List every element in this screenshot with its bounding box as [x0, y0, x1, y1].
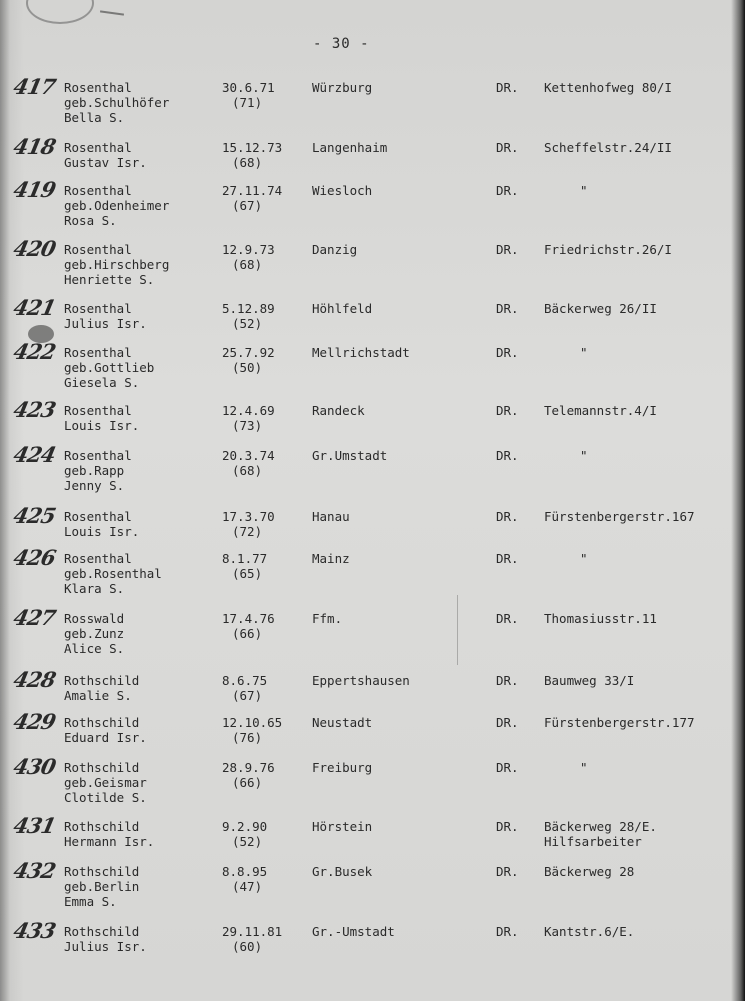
name-line: Rosswald [64, 611, 125, 626]
status-code: DR. [496, 864, 519, 879]
age-text: (50) [232, 360, 263, 375]
address-line: Kantstr.6/E. [544, 924, 635, 939]
birth-place: Freiburg [312, 760, 373, 775]
list-item [0, 442, 745, 498]
name-line: Louis Isr. [64, 418, 140, 433]
birth-place: Gr.Umstadt [312, 448, 388, 463]
address-line: Thomasiusstr.11 [544, 611, 657, 626]
person-name [64, 673, 214, 703]
list-item [0, 236, 745, 292]
person-name [64, 448, 214, 493]
birth-place: Mainz [312, 551, 350, 566]
status-code: DR. [496, 345, 519, 360]
date-text: 8.1.77 [222, 551, 268, 566]
date-text: 29.11.81 [222, 924, 283, 939]
address [544, 448, 734, 463]
name-line: Rosenthal [64, 509, 132, 524]
name-line: Rosenthal [64, 448, 132, 463]
age-text: (68) [232, 155, 263, 170]
name-line: Rothschild [64, 673, 140, 688]
list-item [0, 339, 745, 395]
age-text: (68) [232, 463, 263, 478]
address [544, 551, 734, 566]
entry-number: 427 [11, 605, 58, 630]
birth-date [222, 140, 307, 170]
address-line: Friedrichstr.26/I [544, 242, 672, 257]
entry-number: 432 [11, 858, 58, 883]
address [544, 140, 734, 155]
address-line: Fürstenbergerstr.177 [544, 715, 695, 730]
address [544, 183, 734, 198]
address [544, 673, 734, 688]
list-item [0, 605, 745, 661]
status-code: DR. [496, 715, 519, 730]
list-item [0, 813, 745, 869]
address [544, 819, 734, 849]
name-line: Rosenthal [64, 140, 132, 155]
scan-edge-shadow [731, 0, 745, 1001]
status-code: DR. [496, 140, 519, 155]
date-text: 17.4.76 [222, 611, 275, 626]
name-line: Henriette S. [64, 272, 155, 287]
name-line: Rothschild [64, 819, 140, 834]
address-line: Bäckerweg 28/E. [544, 819, 657, 834]
address-line: Kettenhofweg 80/I [544, 80, 672, 95]
person-name [64, 864, 214, 909]
person-name [64, 819, 214, 849]
birth-place: Danzig [312, 242, 358, 257]
address [544, 611, 734, 626]
entry-number: 429 [11, 709, 58, 734]
name-line: Rosenthal [64, 551, 132, 566]
age-text: (68) [232, 257, 263, 272]
date-text: 28.9.76 [222, 760, 275, 775]
date-text: 15.12.73 [222, 140, 283, 155]
status-code: DR. [496, 80, 519, 95]
entry-number: 422 [11, 339, 58, 364]
status-code: DR. [496, 760, 519, 775]
entry-number: 431 [11, 813, 58, 838]
name-line: geb.Rapp [64, 463, 125, 478]
birth-date [222, 301, 307, 331]
entry-number: 433 [11, 918, 58, 943]
list-item [0, 177, 745, 233]
age-text: (71) [232, 95, 263, 110]
address-line: " [580, 183, 588, 198]
date-text: 25.7.92 [222, 345, 275, 360]
name-line: Eduard Isr. [64, 730, 147, 745]
name-line: Rothschild [64, 715, 140, 730]
entry-number: 426 [11, 545, 58, 570]
name-line: geb.Rosenthal [64, 566, 162, 581]
address-line: Telemannstr.4/I [544, 403, 657, 418]
address-line: Bäckerweg 26/II [544, 301, 657, 316]
birth-place: Hanau [312, 509, 350, 524]
name-line: Gustav Isr. [64, 155, 147, 170]
birth-place: Wiesloch [312, 183, 373, 198]
birth-date [222, 448, 307, 478]
age-text: (73) [232, 418, 263, 433]
birth-date [222, 864, 307, 894]
age-text: (52) [232, 834, 263, 849]
person-name [64, 551, 214, 596]
list-item [0, 754, 745, 810]
name-line: Rosenthal [64, 345, 132, 360]
name-line: Clotilde S. [64, 790, 147, 805]
address-line: " [580, 551, 588, 566]
name-line: Julius Isr. [64, 939, 147, 954]
birth-place: Würzburg [312, 80, 373, 95]
entry-number: 430 [11, 754, 58, 779]
date-text: 8.8.95 [222, 864, 268, 879]
birth-date [222, 611, 307, 641]
name-line: geb.Schulhöfer [64, 95, 170, 110]
status-code: DR. [496, 242, 519, 257]
status-code: DR. [496, 611, 519, 626]
address [544, 242, 734, 257]
birth-place: Mellrichstadt [312, 345, 410, 360]
person-name [64, 403, 214, 433]
name-line: Julius Isr. [64, 316, 147, 331]
name-line: Rothschild [64, 760, 140, 775]
age-text: (67) [232, 198, 263, 213]
birth-date [222, 715, 307, 745]
date-text: 12.9.73 [222, 242, 275, 257]
birth-place: Ffm. [312, 611, 343, 626]
birth-date [222, 551, 307, 581]
list-item [0, 918, 745, 974]
name-line: Louis Isr. [64, 524, 140, 539]
status-code: DR. [496, 924, 519, 939]
list-item [0, 545, 745, 601]
address [544, 403, 734, 418]
address [544, 80, 734, 95]
status-code: DR. [496, 403, 519, 418]
name-line: geb.Berlin [64, 879, 140, 894]
birth-place: Gr.Busek [312, 864, 373, 879]
age-text: (66) [232, 775, 263, 790]
name-line: Hermann Isr. [64, 834, 155, 849]
person-name [64, 345, 214, 390]
birth-date [222, 183, 307, 213]
name-line: geb.Hirschberg [64, 257, 170, 272]
age-text: (65) [232, 566, 263, 581]
status-code: DR. [496, 819, 519, 834]
date-text: 8.6.75 [222, 673, 268, 688]
birth-date [222, 673, 307, 703]
age-text: (60) [232, 939, 263, 954]
address-line: Baumweg 33/I [544, 673, 635, 688]
name-line: Bella S. [64, 110, 125, 125]
birth-date [222, 345, 307, 375]
list-item [0, 858, 745, 914]
address-line: " [580, 760, 588, 775]
address-line: Fürstenbergerstr.167 [544, 509, 695, 524]
list-item [0, 709, 745, 765]
birth-place: Hörstein [312, 819, 373, 834]
name-line: Klara S. [64, 581, 125, 596]
name-line: Rosa S. [64, 213, 117, 228]
age-text: (76) [232, 730, 263, 745]
birth-date [222, 80, 307, 110]
name-line: geb.Odenheimer [64, 198, 170, 213]
person-name [64, 715, 214, 745]
birth-place: Langenhaim [312, 140, 388, 155]
address [544, 864, 734, 879]
person-name [64, 611, 214, 656]
address-line: Hilfsarbeiter [544, 834, 642, 849]
birth-place: Eppertshausen [312, 673, 410, 688]
list-item [0, 74, 745, 130]
page-number: - 30 - [313, 36, 370, 52]
date-text: 9.2.90 [222, 819, 268, 834]
date-text: 17.3.70 [222, 509, 275, 524]
status-code: DR. [496, 183, 519, 198]
archive-stamp [26, 0, 94, 24]
date-text: 12.10.65 [222, 715, 283, 730]
entry-number: 425 [11, 503, 58, 528]
name-line: Rosenthal [64, 80, 132, 95]
entry-number: 428 [11, 667, 58, 692]
address [544, 924, 734, 939]
date-text: 20.3.74 [222, 448, 275, 463]
name-line: Rosenthal [64, 242, 132, 257]
address-line: Scheffelstr.24/II [544, 140, 672, 155]
address-line: " [580, 345, 588, 360]
name-line: Rothschild [64, 864, 140, 879]
name-line: geb.Zunz [64, 626, 125, 641]
name-line: Amalie S. [64, 688, 132, 703]
date-text: 27.11.74 [222, 183, 283, 198]
entry-number: 418 [11, 134, 58, 159]
birth-date [222, 242, 307, 272]
name-line: Rothschild [64, 924, 140, 939]
entry-number: 423 [11, 397, 58, 422]
entry-number: 420 [11, 236, 58, 261]
address [544, 715, 734, 730]
name-line: Jenny S. [64, 478, 125, 493]
person-name [64, 509, 214, 539]
name-line: Alice S. [64, 641, 125, 656]
person-name [64, 924, 214, 954]
name-line: Giesela S. [64, 375, 140, 390]
age-text: (52) [232, 316, 263, 331]
age-text: (72) [232, 524, 263, 539]
name-line: Rosenthal [64, 403, 132, 418]
list-item [0, 295, 745, 351]
name-line: Emma S. [64, 894, 117, 909]
address [544, 760, 734, 775]
address-line: " [580, 448, 588, 463]
birth-place: Neustadt [312, 715, 373, 730]
status-code: DR. [496, 551, 519, 566]
birth-date [222, 403, 307, 433]
name-line: geb.Gottlieb [64, 360, 155, 375]
person-name [64, 140, 214, 170]
entry-number: 424 [11, 442, 58, 467]
person-name [64, 242, 214, 287]
age-text: (66) [232, 626, 263, 641]
date-text: 30.6.71 [222, 80, 275, 95]
address-line: Bäckerweg 28 [544, 864, 635, 879]
list-item [0, 397, 745, 453]
entry-number: 421 [11, 295, 58, 320]
entry-number: 417 [11, 74, 58, 99]
person-name [64, 183, 214, 228]
birth-date [222, 819, 307, 849]
name-line: geb.Geismar [64, 775, 147, 790]
name-line: Rosenthal [64, 183, 132, 198]
status-code: DR. [496, 673, 519, 688]
birth-date [222, 760, 307, 790]
date-text: 5.12.89 [222, 301, 275, 316]
person-name [64, 80, 214, 125]
person-name [64, 760, 214, 805]
date-text: 12.4.69 [222, 403, 275, 418]
birth-date [222, 509, 307, 539]
age-text: (47) [232, 879, 263, 894]
person-name [64, 301, 214, 331]
address [544, 345, 734, 360]
entry-number: 419 [11, 177, 58, 202]
address [544, 509, 734, 524]
status-code: DR. [496, 448, 519, 463]
age-text: (67) [232, 688, 263, 703]
address [544, 301, 734, 316]
birth-date [222, 924, 307, 954]
birth-place: Gr.-Umstadt [312, 924, 395, 939]
status-code: DR. [496, 301, 519, 316]
birth-place: Randeck [312, 403, 365, 418]
name-line: Rosenthal [64, 301, 132, 316]
birth-place: Höhlfeld [312, 301, 373, 316]
status-code: DR. [496, 509, 519, 524]
pen-mark [100, 10, 124, 15]
